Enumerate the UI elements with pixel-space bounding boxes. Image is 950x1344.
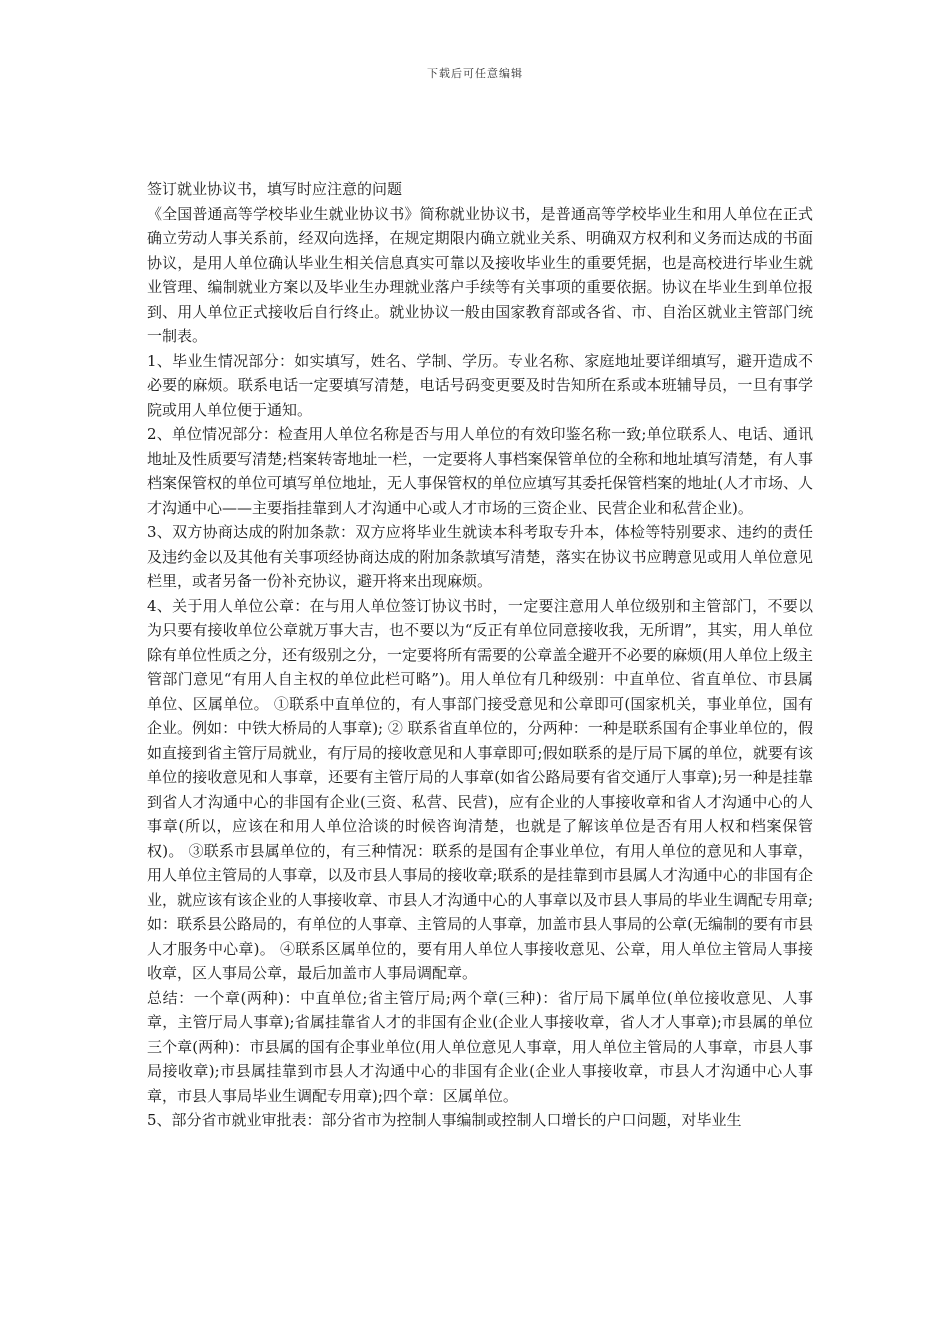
paragraph-item-2: 2、单位情况部分：检查用人单位名称是否与用人单位的有效印鉴名称一致;单位联系人、电话、通讯地址及性质要写清楚;档案转寄地址一栏，一定要将人事档案保管单位的全称和地址填写清楚，有人事档案保管权的单位可填写单位地址，无人事保管权的单位应填写其委托保管档案的地址(人才市场、人才沟通中心——主要指挂靠到人才沟通中心或人才市场的三资企业、民营企业和私营企业)。 xyxy=(147,425,813,517)
paragraph-item-1: 1、毕业生情况部分：如实填写，姓名、学制、学历。专业名称、家庭地址要详细填写，避开造成不必要的麻烦。联系电话一定要填写清楚，电话号码变更要及时告知所在系或本班辅导员，一旦有事学院或用人单位便于通知。 xyxy=(147,351,813,419)
paragraph-item-5: 5、部分省市就业审批表：部分省市为控制人事编制或控制人口增长的户口问题，对毕业生 xyxy=(147,1111,742,1129)
page-header-note: 下载后可任意编辑 xyxy=(427,67,523,80)
paragraph-item-4: 4、关于用人单位公章：在与用人单位签订协议书时，一定要注意用人单位级别和主管部门，不要以为只要有接收单位公章就万事大吉，也不要以为“反正有单位同意接收我，无所谓”，其实，用人单位除有单位性质之分，还有级别之分，一定要将所有需要的公章盖全避开不必要的麻烦(用人单位上级主管部门意见“有用人自主权的单位此栏可略”)。用人单位有几种级别：中直单位、省直单位、市县属单位、区属单位。 ①联系中直单位的，有人事部门接受意见和公章即可(国家机关，事业单位，国有企业。例如：中铁大桥局的人事章); ② 联系省直单位的，分两种：一种是联系国有企事业单位的，假如直接到省主管厅局就业，有厅局的接收意见和人事章即可;假如联系的是厅局下属的单位，就要有该单位的接收意见和人事章，还要有主管厅局的人事章(如省公路局要有省交通厅人事章);另一种是挂靠到省人才沟通中心的非国有企业(三资、私营、民营)，应有企业的人事接收章和省人才沟通中心的人事章(所以，应该在和用人单位洽谈的时候咨询清楚，也就是了解该单位是否有用人权和档案保管权)。 ③联系市县属单位的，有三种情况：联系的是国有企事业单位，有用人单位的意见和人事章，用人单位主管局的人事章，以及市县人事局的接收章;联系的是挂靠到市县属人才沟通中心的非国有企业，就应该有该企业的人事接收章、市县人才沟通中心的人事章以及市县人事局的毕业生调配专用章;如：联系县公路局的，有单位的人事章、主管局的人事章，加盖市县人事局的公章(无编制的要有市县人才服务中心章)。 ④联系区属单位的，要有用人单位人事接收意见、公章，用人单位主管局人事接收章，区人事局公章，最后加盖市人事局调配章。 xyxy=(147,596,813,982)
paragraph-item-3: 3、双方协商达成的附加条款：双方应将毕业生就读本科考取专升本，体检等特别要求、违约的责任及违约金以及其他有关事项经协商达成的附加条款填写清楚，落实在协议书应聘意见或用人单位意见栏里，或者另备一份补充协议，避开将来出现麻烦。 xyxy=(147,523,813,590)
document-title: 签订就业协议书，填写时应注意的问题 xyxy=(147,180,403,198)
document-intro: 《全国普通高等学校毕业生就业协议书》简称就业协议书，是普通高等学校毕业生和用人单位在正式确立劳动人事关系前，经双向选择，在规定期限内确立就业关系、明确双方权利和义务而达成的书面协议，是用人单位确认毕业生相关信息真实可靠以及接收毕业生的重要凭据，也是高校进行毕业生就业管理、编制就业方案以及毕业生办理就业落户手续等有关事项的重要依据。协议在毕业生到单位报到、用人单位正式接收后自行终止。就业协议一般由国家教育部或各省、市、自治区就业主管部门统一制表。 xyxy=(147,204,813,345)
paragraph-summary: 总结：一个章(两种)：中直单位;省主管厅局;两个章(三种)：省厅局下属单位(单位接收意见、人事章，主管厅局人事章);省属挂靠省人才的非国有企业(企业人事接收章，省人才人事章);市县属的单位三个章(两种)：市县属的国有企事业单位(用人单位意见人事章，用人单位主管局的人事章，市县人事局接收章);市县属挂靠到市县人才沟通中心的非国有企业(企业人事接收章，市县人才沟通中心人事章，市县人事局毕业生调配专用章);四个章：区属单位。 xyxy=(147,988,813,1105)
document-body xyxy=(147,177,813,1133)
